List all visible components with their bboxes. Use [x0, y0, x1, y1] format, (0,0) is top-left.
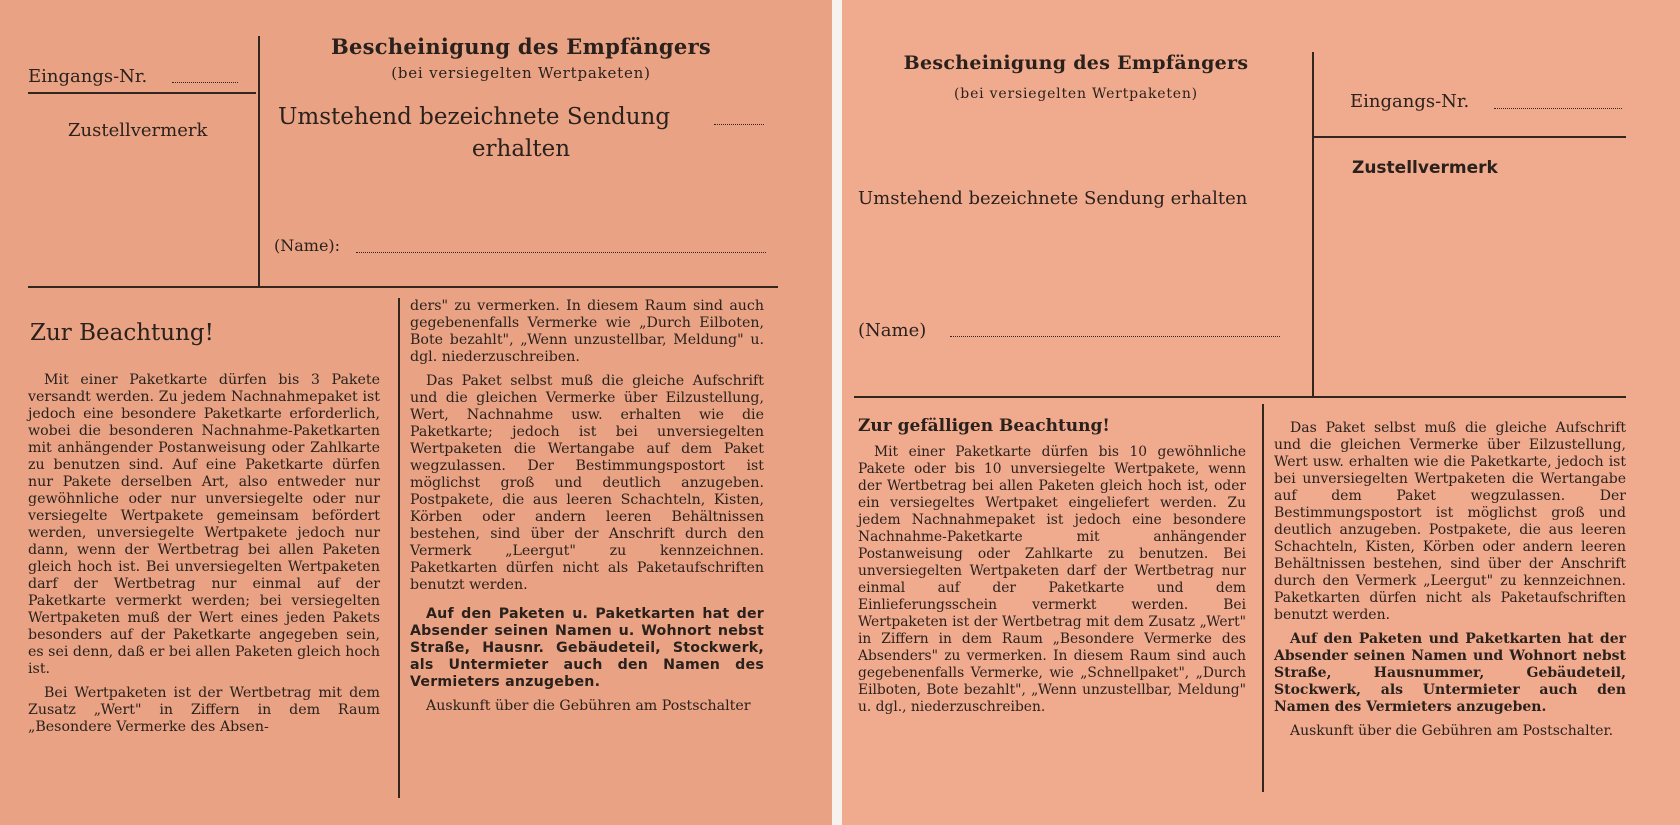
notice-paragraph-bold: Auf den Paketen und Paketkarten hat der Absender seinen Namen und Wohnort nebst Straße, Hausnummer, Gebäudeteil, Stockwerk, als Untermieter auch den Namen des Vermieters anzugeben.	[1274, 631, 1626, 715]
name-dotted-line[interactable]	[950, 336, 1280, 337]
notice-paragraph: Das Paket selbst muß die gleiche Aufschrift und die gleichen Vermerke über Eilzustellung, Wert usw. erhalten wie die Paketkarte, jedoch ist bei unversiegelten Wertpaketen die Wertangabe auf dem Paket wegzulassen. Der Bestimmungspostort ist möglichst groß und deutlich anzugeben. Postpakete, die aus leeren Schachteln, Kisten, Körben oder andern leeren Behältnissen bestehen, sind über der Anschrift durch den Vermerk „Leergut" zu kennzeichnen. Paketkarten dürfen nicht als Paketaufschriften benutzt werden.	[1274, 420, 1626, 623]
eingangs-label: Eingangs-Nr.	[1350, 91, 1470, 112]
sendung-line: Umstehend bezeichnete Sendung erhalten	[858, 188, 1248, 209]
notice-column-1	[858, 444, 1246, 723]
notice-paragraph: Das Paket selbst muß die gleiche Aufschrift und die gleichen Vermerke über Eilzustellung, Wert, Nachnahme usw. erhalten wie die Paketkarte; jedoch ist bei unversiegelten Wertpaketen die Wertangabe auf dem Paket wegzulassen. Der Bestimmungspostort ist möglichst groß und deutlich anzugeben. Postpakete, die aus leeren Schachteln, Kisten, Körben oder andern leeren Behältnissen bestehen, sind über der Anschrift durch den Vermerk „Leergut" zu kennzeichnen. Paketkarten dürfen nicht als Paketaufschriften benutzt werden.	[410, 373, 764, 593]
notice-column-2	[410, 298, 764, 722]
card-gap	[832, 0, 842, 825]
notice-heading: Zur Beachtung!	[30, 320, 214, 346]
column-divider	[398, 298, 400, 798]
zustell-label: Zustellvermerk	[68, 120, 208, 141]
eingangs-dotted-line[interactable]	[1494, 108, 1622, 109]
header-divider	[1312, 52, 1314, 396]
notice-paragraph: Bei Wertpaketen ist der Wertbetrag mit dem Zusatz „Wert" in Ziffern in dem Raum „Besondere Vermerke des Absen-	[28, 685, 380, 735]
section-divider	[28, 286, 778, 288]
sendung-line2: erhalten	[471, 136, 571, 162]
sendung-line1: Umstehend bezeichnete Sendung	[278, 104, 671, 130]
certificate-title: Bescheinigung des Empfängers	[330, 34, 712, 59]
certificate-subtitle: (bei versiegelten Wertpaketen)	[954, 86, 1198, 102]
certificate-subtitle: (bei versiegelten Wertpaketen)	[391, 64, 651, 82]
parcel-card-right	[842, 0, 1680, 825]
notice-heading: Zur gefälligen Beachtung!	[858, 416, 1110, 436]
eingangs-label: Eingangs-Nr.	[28, 66, 148, 87]
eingangs-dotted-line	[172, 82, 238, 83]
name-dotted-line[interactable]	[356, 252, 766, 253]
notice-column-1	[28, 372, 380, 743]
name-label: (Name)	[858, 320, 927, 341]
eingangs-underline	[28, 92, 256, 94]
notice-paragraph: ders" zu vermerken. In diesem Raum sind auch gegebenenfalls Vermerke wie „Durch Eilboten, Bote bezahlt", „Wenn unzustellbar, Meldung" u. dgl. niederzuschreiben.	[410, 298, 764, 365]
notice-paragraph-bold: Auf den Paketen u. Paketkarten hat der Absender seinen Namen u. Wohnort nebst Straße, Hausnr. Gebäudeteil, Stockwerk, als Untermieter auch den Namen des Vermieters anzugeben.	[410, 606, 764, 690]
certificate-title: Bescheinigung des Empfängers	[903, 52, 1249, 74]
sendung-dotted-line	[714, 124, 764, 125]
zustell-label: Zustellvermerk	[1352, 158, 1498, 178]
notice-paragraph: Mit einer Paketkarte dürfen bis 3 Pakete versandt werden. Zu jedem Nachnahmepaket ist jedoch eine besondere Paketkarte erforderlich, wobei die besonderen Nachnahme-Paketkarten mit anhängender Postanweisung oder Zahlkarte zu benutzen sind. Auf eine Paketkarte dürfen nur Pakete derselben Art, also entweder nur gewöhnliche oder nur unversiegelte oder nur versiegelte Wertpakete gemeinsam befördert werden, unversiegelte Wertpakete jedoch nur dann, wenn der Wertbetrag bei allen Paketen gleich hoch ist. Bei unversiegelten Wertpaketen darf der Wertbetrag nur einmal auf der Paketkarte vermerkt werden; bei versiegelten Wertpaketen muß der Wert eines jeden Pakets besonders auf der Paketkarte angegeben sein, es sei denn, daß er bei allen Paketen gleich hoch ist.	[28, 372, 381, 677]
notice-paragraph: Auskunft über die Gebühren am Postschalter.	[1290, 723, 1614, 739]
section-divider	[854, 396, 1626, 398]
notice-paragraph: Mit einer Paketkarte dürfen bis 10 gewöhnliche Pakete oder bis 10 unversiegelte Wertpakete, wenn der Wertbetrag bei allen Paketen gleich hoch ist, oder ein versiegeltes Wertpaket eingeliefert werden. Zu jedem Nachnahmepaket ist jedoch eine besondere Nachnahme-Paketkarte mit anhängender Postanweisung oder Zahlkarte zu benutzen. Bei unversiegelten Wertpaketen darf der Wertbetrag nur einmal auf der Paketkarte und dem Einlieferungsschein vermerkt werden. Bei Wertpaketen ist der Wertbetrag mit dem Zusatz „Wert" in Ziffern in dem Raum „Besondere Vermerke des Absenders" zu vermerken. In diesem Raum sind auch gegebenenfalls Vermerke, wie „Schnellpaket", „Durch Eilboten, Bote bezahlt", „Wenn unzustellbar, Meldung" u. dgl., niederzuschreiben.	[858, 444, 1246, 715]
notice-paragraph: Auskunft über die Gebühren am Postschalter	[426, 698, 751, 714]
eingangs-underline	[1314, 136, 1626, 138]
notice-column-2	[1274, 420, 1626, 747]
column-divider	[1262, 404, 1264, 792]
parcel-card-left	[0, 0, 832, 825]
name-label: (Name):	[274, 236, 341, 255]
